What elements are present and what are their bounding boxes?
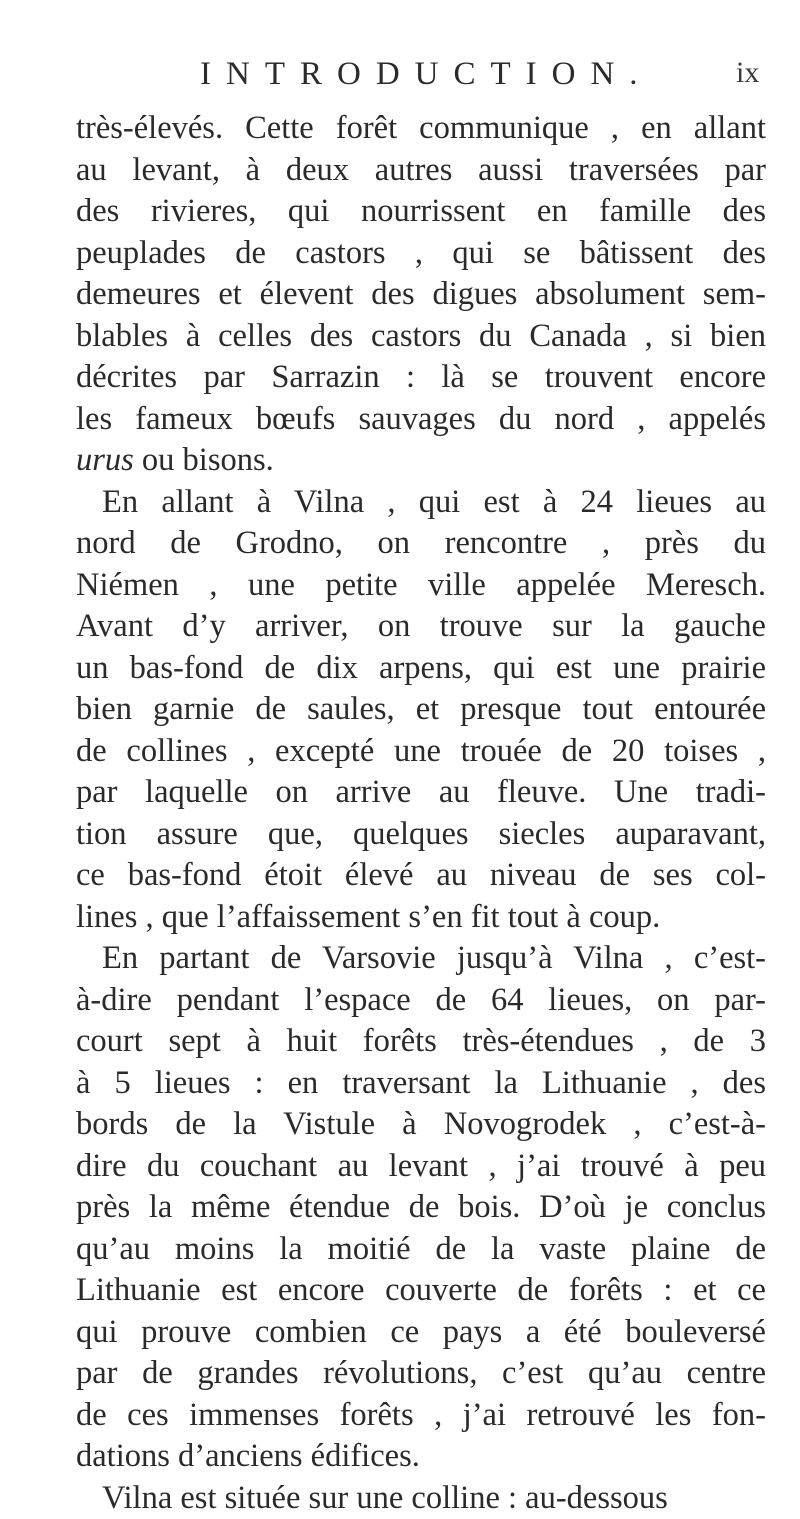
text-line: près la même étendue de bois. D’où je conclus [76,1187,766,1229]
text-line: Lithuanie est encore couverte de forêts : et ce [76,1270,766,1312]
text-line: qui prouve combien ce pays a été bouleversé [76,1312,766,1354]
text-line-rest: ou bisons. [142,442,274,478]
paragraph-start-line: Vilna est située sur une colline : au-dessous [76,1478,766,1519]
running-title: INTRODUCTION. [200,56,653,93]
text-line: court sept à huit forêts très-étendues , de 3 [76,1021,766,1063]
text-line: nord de Grodno, on rencontre , près du [76,523,766,565]
text-line: de ces immenses forêts , j’ai retrouvé les fon- [76,1395,766,1437]
text-line: qu’au moins la moitié de la vaste plaine de [76,1229,766,1271]
text-line: à 5 lieues : en traversant la Lithuanie , des [76,1063,766,1105]
text-line: au levant, à deux autres aussi traversées par [76,150,766,192]
text-line: Niémen , une petite ville appelée Meresch. [76,565,766,607]
text-line: peuplades de castors , qui se bâtissent des [76,233,766,275]
body-text [76,108,766,1519]
paragraph-start-line: En allant à Vilna , qui est à 24 lieues au [76,482,766,524]
text-line: bords de la Vistule à Novogrodek , c’est-à- [76,1104,766,1146]
text-line: de collines , excepté une trouée de 20 toises , [76,731,766,773]
text-line: un bas-fond de dix arpens, qui est une prairie [76,648,766,690]
text-line: dations d’anciens édifices. [76,1436,766,1478]
text-line: par de grandes révolutions, c’est qu’au centre [76,1353,766,1395]
text-line: demeures et élevent des digues absolument sem- [76,274,766,316]
text-line: lines , que l’affaissement s’en fit tout à coup. [76,897,766,939]
paragraph-start-line: En partant de Varsovie jusqu’à Vilna , c’est- [76,938,766,980]
text-line: des rivieres, qui nourrissent en famille des [76,191,766,233]
page-number: ix [736,56,759,90]
text-line: blables à celles des castors du Canada , si bien [76,316,766,358]
page-header [200,56,800,100]
text-line: à-dire pendant l’espace de 64 lieues, on par- [76,980,766,1022]
text-line: par laquelle on arrive au fleuve. Une tradi- [76,772,766,814]
text-line: très-élevés. Cette forêt communique , en allant [76,108,766,150]
text-line: tion assure que, quelques siecles auparavant, [76,814,766,856]
text-line: Avant d’y arriver, on trouve sur la gauche [76,606,766,648]
text-line: les fameux bœufs sauvages du nord , appelés [76,399,766,441]
text-line: ce bas-fond étoit élevé au niveau de ses col- [76,855,766,897]
text-line: dire du couchant au levant , j’ai trouvé à peu [76,1146,766,1188]
text-line: décrites par Sarrazin : là se trouvent encore [76,357,766,399]
text-line: bien garnie de saules, et presque tout entourée [76,689,766,731]
italic-term: urus [76,442,134,478]
text-line [76,440,766,482]
